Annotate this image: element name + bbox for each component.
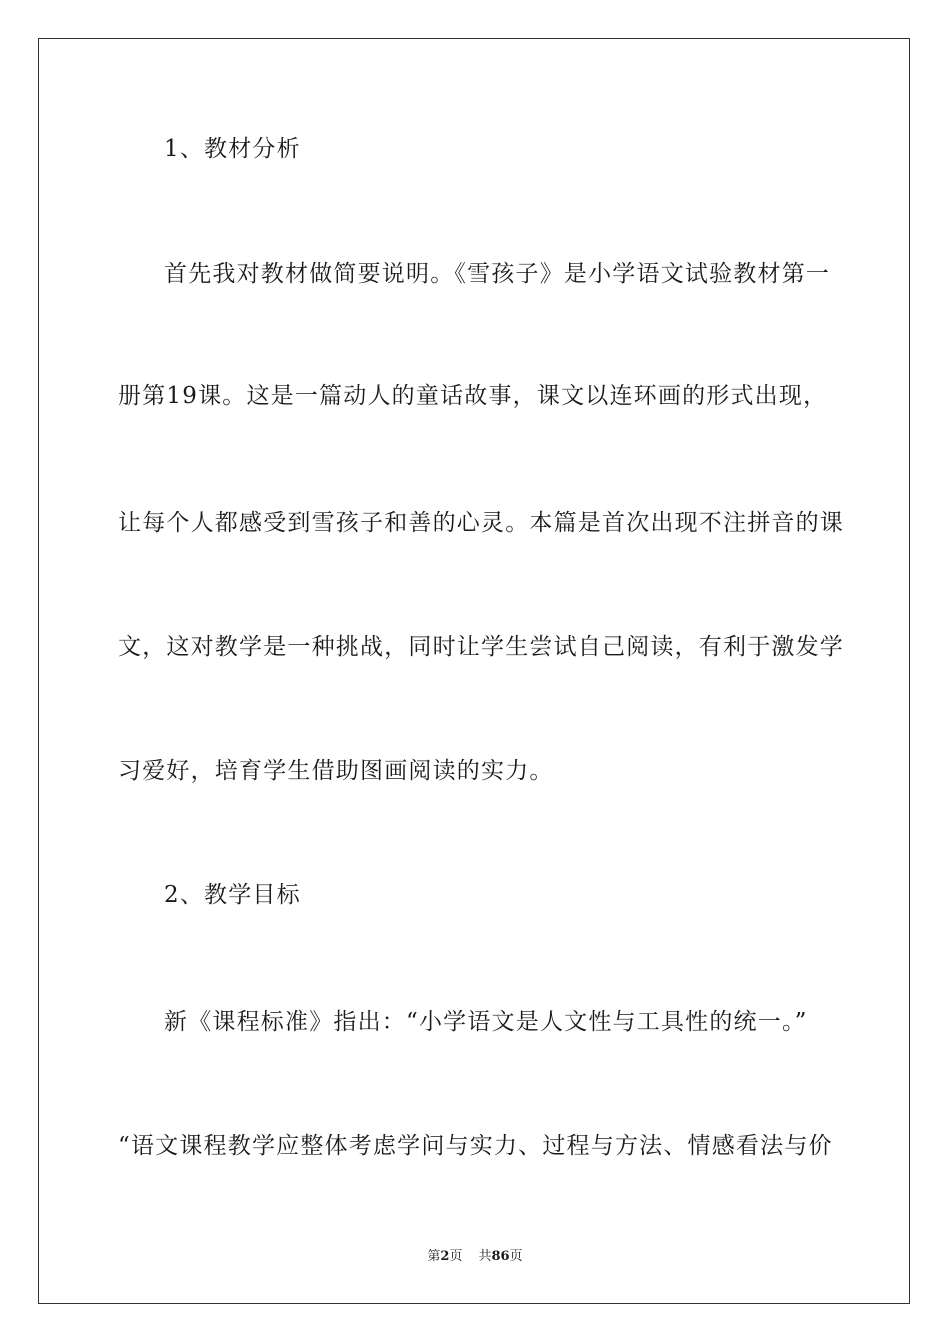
paragraph-line: 首先我对教材做简要说明。《雪孩子》是小学语文试验教材第一: [164, 261, 831, 287]
paragraph-line: 文，这对教学是一种挑战，同时让学生尝试自己阅读，有利于激发学: [118, 634, 844, 660]
footer-total-suffix: 页: [509, 1249, 523, 1264]
footer-page-suffix: 页: [449, 1249, 463, 1264]
section-heading-1: 1、教材分析: [164, 136, 301, 162]
paragraph-line: 让每个人都感受到雪孩子和善的心灵。本篇是首次出现不注拼音的课: [118, 510, 844, 536]
footer-page-prefix: 第: [427, 1249, 441, 1264]
paragraph-line: 习爱好，培育学生借助图画阅读的实力。: [118, 758, 554, 784]
paragraph-line: 新《课程标准》指出：“小学语文是人文性与工具性的统一。”: [164, 1009, 808, 1035]
footer-page-number: 2: [440, 1249, 450, 1264]
footer-total-pages: 86: [491, 1249, 510, 1264]
section-heading-2: 2、教学目标: [164, 882, 301, 908]
footer-total-prefix: 共: [478, 1249, 492, 1264]
page-footer: [0, 1249, 950, 1265]
page-border: [38, 38, 910, 1304]
paragraph-line: 册第19课。这是一篇动人的童话故事，课文以连环画的形式出现，: [118, 383, 828, 409]
paragraph-line: “语文课程教学应整体考虑学问与实力、过程与方法、情感看法与价: [118, 1133, 833, 1159]
